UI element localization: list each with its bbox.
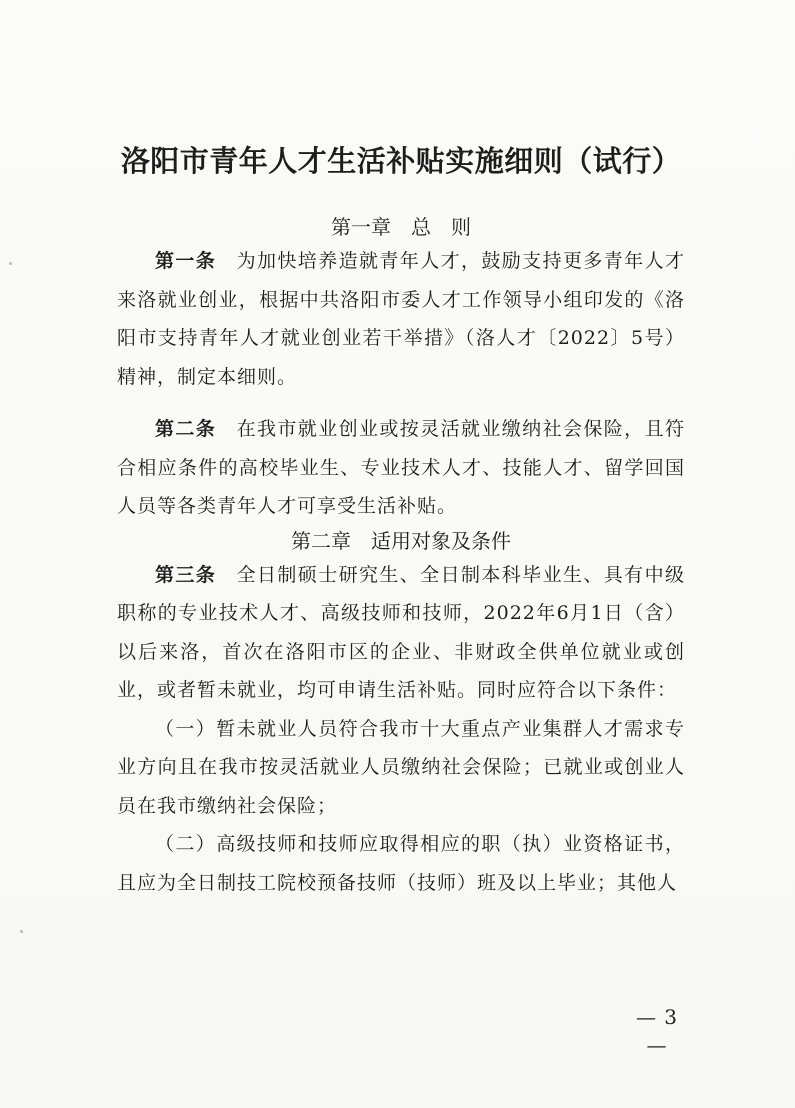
article-lead: 第二条 xyxy=(155,418,217,440)
article-paragraph xyxy=(117,556,685,710)
chapter-heading: 第二章 适用对象及条件 xyxy=(291,528,511,553)
article-text: 在我市就业创业或按灵活就业缴纳社会保险，且符合相应条件的高校毕业生、专业技术人才、技能人才、留学回国人员等各类青年人才可享受生活补贴。 xyxy=(117,418,685,517)
document-title: 洛阳市青年人才生活补贴实施细则（试行） xyxy=(120,144,682,178)
list-item: （一）暂未就业人员符合我市十大重点产业集群人才需求专业方向且在我市按灵活就业人员缴纳社会保险；已就业或创业人员在我市缴纳社会保险； xyxy=(117,717,685,817)
article-lead: 第一条 xyxy=(155,250,217,272)
scan-speck xyxy=(9,262,12,265)
list-item: （二）高级技师和技师应取得相应的职（执）业资格证书，且应为全日制技工院校预备技师（技师）班及以上毕业；其他人 xyxy=(117,833,685,894)
article-text: 全日制硕士研究生、全日制本科毕业生、具有中级职称的专业技术人才、高级技师和技师，2022年6月1日（含）以后来洛，首次在洛阳市区的企业、非财政全供单位就业或创业，或者暂未就业，均可申请生活补贴。同时应符合以下条件： xyxy=(117,563,685,701)
document-body xyxy=(117,140,685,902)
chapter-heading: 第一章 总 则 xyxy=(331,215,471,239)
scan-speck xyxy=(20,930,23,933)
article-paragraph xyxy=(117,410,685,526)
article-lead: 第三条 xyxy=(155,563,217,586)
page-number: — 3 — xyxy=(635,1005,679,1057)
article-text: 为加快培养造就青年人才，鼓励支持更多青年人才来洛就业创业，根据中共洛阳市委人才工作领导小组印发的《洛阳市支持青年人才就业创业若干举措》（洛人才〔2022〕5号）精神，制定本细则。 xyxy=(117,250,685,388)
article-paragraph xyxy=(117,242,685,396)
